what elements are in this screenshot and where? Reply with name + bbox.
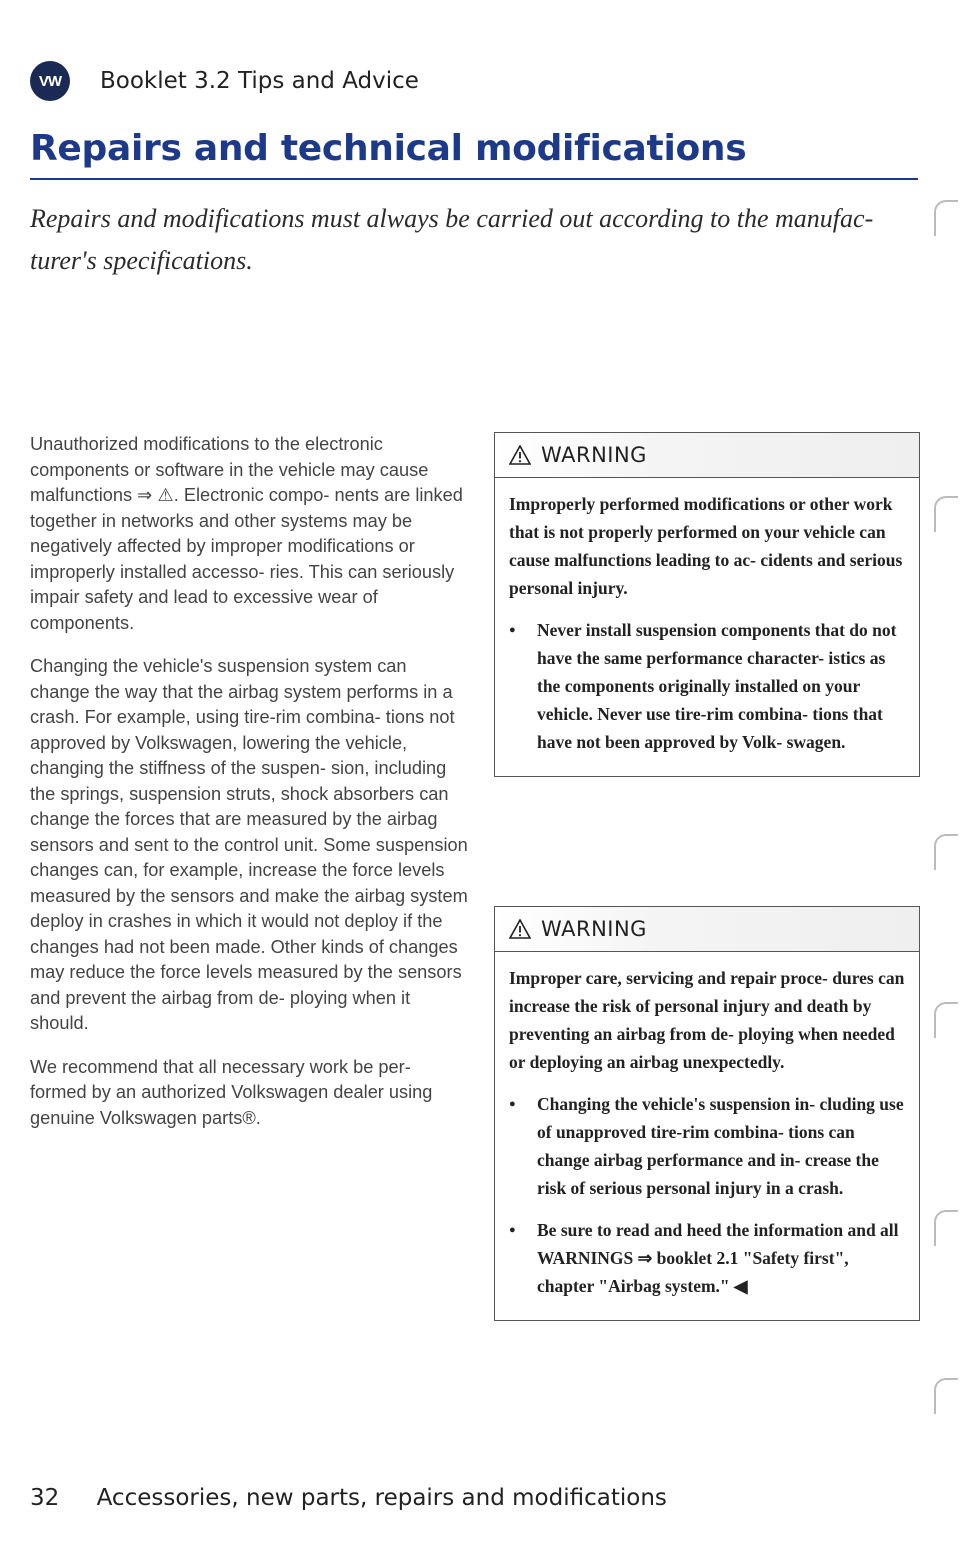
body-paragraph-1: Unauthorized modifications to the electronic components or software in the vehicle may cause malfunctions ⇒ ⚠. Electronic compo- nents are linked together in networks and other systems may be negatively affected by improper modifications or improperly installed accesso- ries. This can seriously impair safety and lead to excessive wear of components. — [30, 434, 463, 633]
page-edge-mark — [934, 496, 958, 532]
page-edge-mark — [934, 200, 958, 236]
warning-2-bullet-1: ● Changing the vehicle's suspension in- cluding use of unapproved tire-rim combina- tions can change airbag performance and in- crease the risk of serious personal injury in a crash. — [509, 1090, 905, 1202]
warning-1-paragraph: Improperly performed modifications or other work that is not properly performed on your vehicle can cause malfunctions leading to ac- cidents and serious personal injury. — [509, 494, 903, 598]
warning-header-2 — [495, 907, 919, 952]
warning-title-2: WARNING — [541, 917, 647, 941]
warning-header-1 — [495, 433, 919, 478]
warning-title-1: WARNING — [541, 443, 647, 467]
warning-body-2 — [495, 952, 919, 1320]
body-paragraph-2: Changing the vehicle's suspension system can change the way that the airbag system performs in a crash. For example, using tire-rim combina- tions not approved by Volkswagen, lowering the vehicle, changing the stiffness of the suspen- sion, including the springs, suspension struts, shock absorbers can change the forces that are measured by the airbag sensors and sent to the control unit. Some suspension changes can, for example, increase the force levels measured by the sensors and make the airbag system deploy in crashes in which it would not deploy if the changes had not been made. Other kinds of changes may reduce the force levels measured by the sensors and prevent the airbag from de- ploying when it should. — [30, 656, 468, 1033]
warning-triangle-icon — [509, 919, 531, 939]
page-edge-mark — [934, 1210, 958, 1246]
warning-body-1 — [495, 478, 919, 776]
warning-2-paragraph: Improper care, servicing and repair proce- dures can increase the risk of personal injury and death by preventing an airbag from de- ploying when needed or deploying an airbag unexpectedly. — [509, 968, 905, 1072]
footer-section-title: Accessories, new parts, repairs and modifications — [96, 1485, 667, 1511]
vw-logo-icon: VW — [30, 61, 70, 101]
page-footer — [30, 1485, 667, 1511]
page-number: 32 — [30, 1485, 60, 1511]
body-column — [30, 432, 470, 1149]
warning-2-bullet-2: ● Be sure to read and heed the information and all WARNINGS ⇒ booklet 2.1 "Safety first", chapter "Airbag system." ◀ — [509, 1216, 905, 1300]
warning-box-2 — [494, 906, 920, 1321]
page-edge-mark — [934, 834, 958, 870]
page-header — [30, 58, 419, 104]
warning-triangle-icon — [509, 445, 531, 465]
title-divider — [30, 178, 918, 180]
warning-1-bullet-1: ● Never install suspension components that do not have the same performance character- istics as the components originally installed on your vehicle. Never use tire-rim combina- tions that have not been approved by Volk- swagen. — [509, 616, 905, 756]
page-edge-mark — [934, 1378, 958, 1414]
warning-box-1 — [494, 432, 920, 777]
intro-text: Repairs and modifications must always be carried out according to the manufac- turer's specifications. — [30, 204, 874, 275]
page-title: Repairs and technical modifications — [30, 128, 747, 169]
body-paragraph-3: We recommend that all necessary work be per- formed by an authorized Volkswagen dealer using genuine Volkswagen parts®. — [30, 1056, 433, 1128]
page-edge-mark — [934, 1002, 958, 1038]
booklet-label: Booklet 3.2 Tips and Advice — [100, 68, 419, 94]
